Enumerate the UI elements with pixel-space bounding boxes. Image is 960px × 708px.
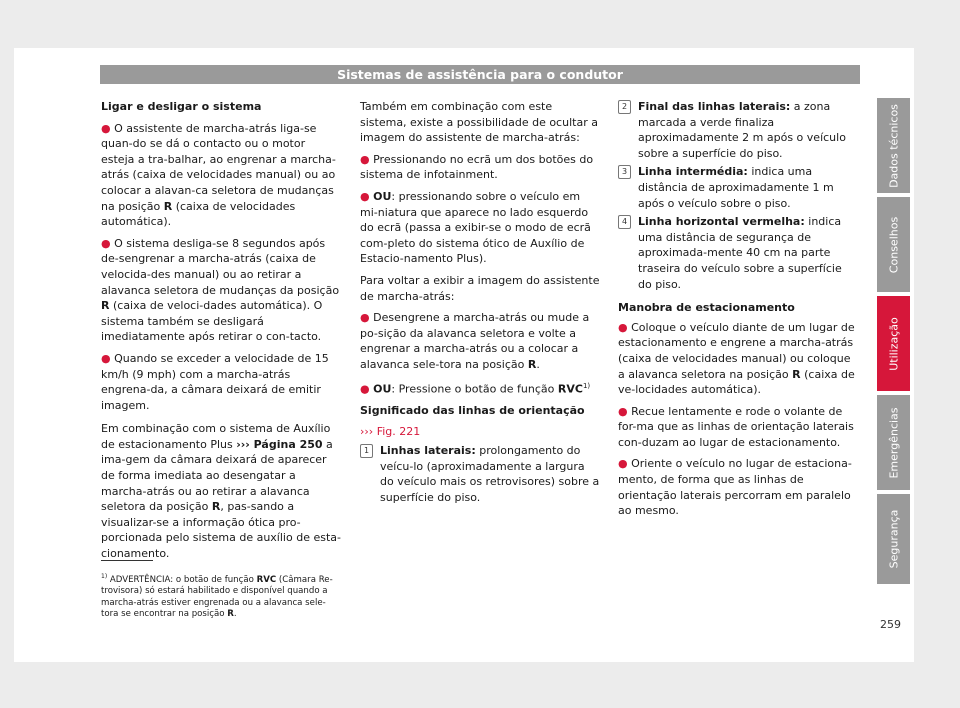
tab-conselhos[interactable]: Conselhos xyxy=(877,197,910,292)
footnote: $^{1)}$ ADVERTÊNCIA: o botão de função RVC (Câmara Re-trovisora) só estará habilitado e disponível quando a marcha-atrás estiver engrenada ou a alavanca sele-tora se encontrar na posição R. xyxy=(101,573,333,620)
section-heading: Ligar e desligar o sistema xyxy=(101,100,262,113)
paragraph: Também em combinação com este sistema, existe a possibilidade de ocultar a imagem do assistente de marcha-atrás: xyxy=(360,100,598,145)
paragraph: Em combinação com o sistema de Auxílio de estacionamento Plus ››› Página 250 a ima-gem da câmara deixará de aparecer de forma imediata ao desengatar a marcha-atrás ou ao retirar a alavanca seletora da posição R, pas-sando a visualizar-se a informação ótica pro-porcionada pelo sistema de auxílio de esta-cionamento. xyxy=(101,422,341,561)
tab-dados-tecnicos[interactable]: Dados técnicos xyxy=(877,98,910,193)
number-badge: 3 xyxy=(618,165,631,179)
numbered-item: 2 Final das linhas laterais: a zona marcada a verde finaliza aproximadamente 2 m após o veículo sobre a superfície do piso. xyxy=(618,99,858,161)
number-badge: 4 xyxy=(618,215,631,229)
bullet-item: ● Quando se exceder a velocidade de 15 km/h (9 mph) com a marcha-atrás engrena-da, a câmara deixará de emitir imagem. xyxy=(101,351,329,412)
bullet-item: ● OU: pressionando sobre o veículo em mi-niatura que aparece no lado esquerdo do ecrã (passa a exibir-se o modo de ecrã com-pleto do sistema ótico de Auxílio de Estacio-namento Plus). xyxy=(360,189,591,266)
bullet-icon: ● xyxy=(360,152,370,166)
bullet-icon: ● xyxy=(101,351,111,365)
page-reference-link[interactable]: ››› Página 250 xyxy=(236,437,323,451)
bullet-item: ● Desengrene a marcha-atrás ou mude a po-sição da alavanca seletora e volte a engrenar a marcha-atrás ou a colocar a alavanca sele-tora na posição R. xyxy=(360,311,590,371)
section-heading: Significado das linhas de orientação xyxy=(360,403,585,417)
column-2 xyxy=(360,99,600,508)
bullet-item: ● O sistema desliga-se 8 segundos após de-sengrenar a marcha-atrás (caixa de velocida-des manual) ou ao retirar a alavanca seletora de mudanças da posição R (caixa de veloci-dades automática). O sistema também se desligará imediatamente após retirar o con-tacto. xyxy=(101,236,340,344)
bullet-icon: ● xyxy=(618,320,628,334)
column-1 xyxy=(101,99,341,568)
page-header: Sistemas de assistência para o condutor xyxy=(100,65,860,84)
numbered-item: 3 Linha intermédia: indica uma distância de aproximadamente 1 m após o veículo sobre o piso. xyxy=(618,164,858,211)
number-badge: 1 xyxy=(360,444,373,458)
figure-reference-link[interactable]: ››› Fig. 221 xyxy=(360,425,421,439)
bullet-icon: ● xyxy=(101,236,111,250)
tab-seguranca[interactable]: Segurança xyxy=(877,494,910,584)
bullet-item: ● Coloque o veículo diante de um lugar de estacionamento e engrene a marcha-atrás (caixa de velocidades manual) ou coloque a alavanca seletora na posição R (caixa de ve-locidades automática). xyxy=(618,320,855,397)
number-badge: 2 xyxy=(618,100,631,114)
bullet-item: ● Oriente o veículo no lugar de estaciona-mento, de forma que as linhas de orientação laterais percorram em paralelo ao mesmo. xyxy=(618,457,852,518)
bullet-icon: ● xyxy=(618,404,628,418)
bullet-icon: ● xyxy=(360,382,370,396)
bullet-icon: ● xyxy=(101,121,111,135)
section-heading: Manobra de estacionamento xyxy=(618,301,795,315)
bullet-item: ● Recue lentamente e rode o volante de for-ma que as linhas de orientação laterais con-duzam ao lugar de estacionamento. xyxy=(618,404,854,449)
bullet-icon: ● xyxy=(618,457,628,471)
numbered-item: 1 Linhas laterais: prolongamento do veícu-lo (aproximadamente a largura do veículo mais os retrovisores) sobre a superfície do piso. xyxy=(360,443,600,505)
column-3 xyxy=(618,99,858,525)
bullet-item: ● O assistente de marcha-atrás liga-se quan-do se dá o contacto ou o motor esteja a tra-balhar, ao engrenar a marcha-atrás (caixa de velocidades manual) ou ao colocar a alavan-ca seletora de mudanças na posição R (caixa de velocidades automática). xyxy=(101,121,336,229)
bullet-item: ● OU: Pressione o botão de função RVC$^{1)}$ xyxy=(360,381,591,396)
tab-emergencias[interactable]: Emergências xyxy=(877,395,910,490)
page-number: 259 xyxy=(880,618,901,631)
paragraph: Para voltar a exibir a imagem do assistente de marcha-atrás: xyxy=(360,273,600,303)
tab-utilizacao[interactable]: Utilização xyxy=(877,296,910,391)
bullet-item: ● Pressionando no ecrã um dos botões do sistema de infotainment. xyxy=(360,152,594,182)
numbered-item: 4 Linha horizontal vermelha: indica uma distância de segurança de aproximada-mente 40 cm na parte traseira do veículo sobre a superfície do piso. xyxy=(618,214,858,292)
footnote-divider xyxy=(101,560,153,561)
bullet-icon: ● xyxy=(360,311,370,325)
bullet-icon: ● xyxy=(360,189,370,203)
